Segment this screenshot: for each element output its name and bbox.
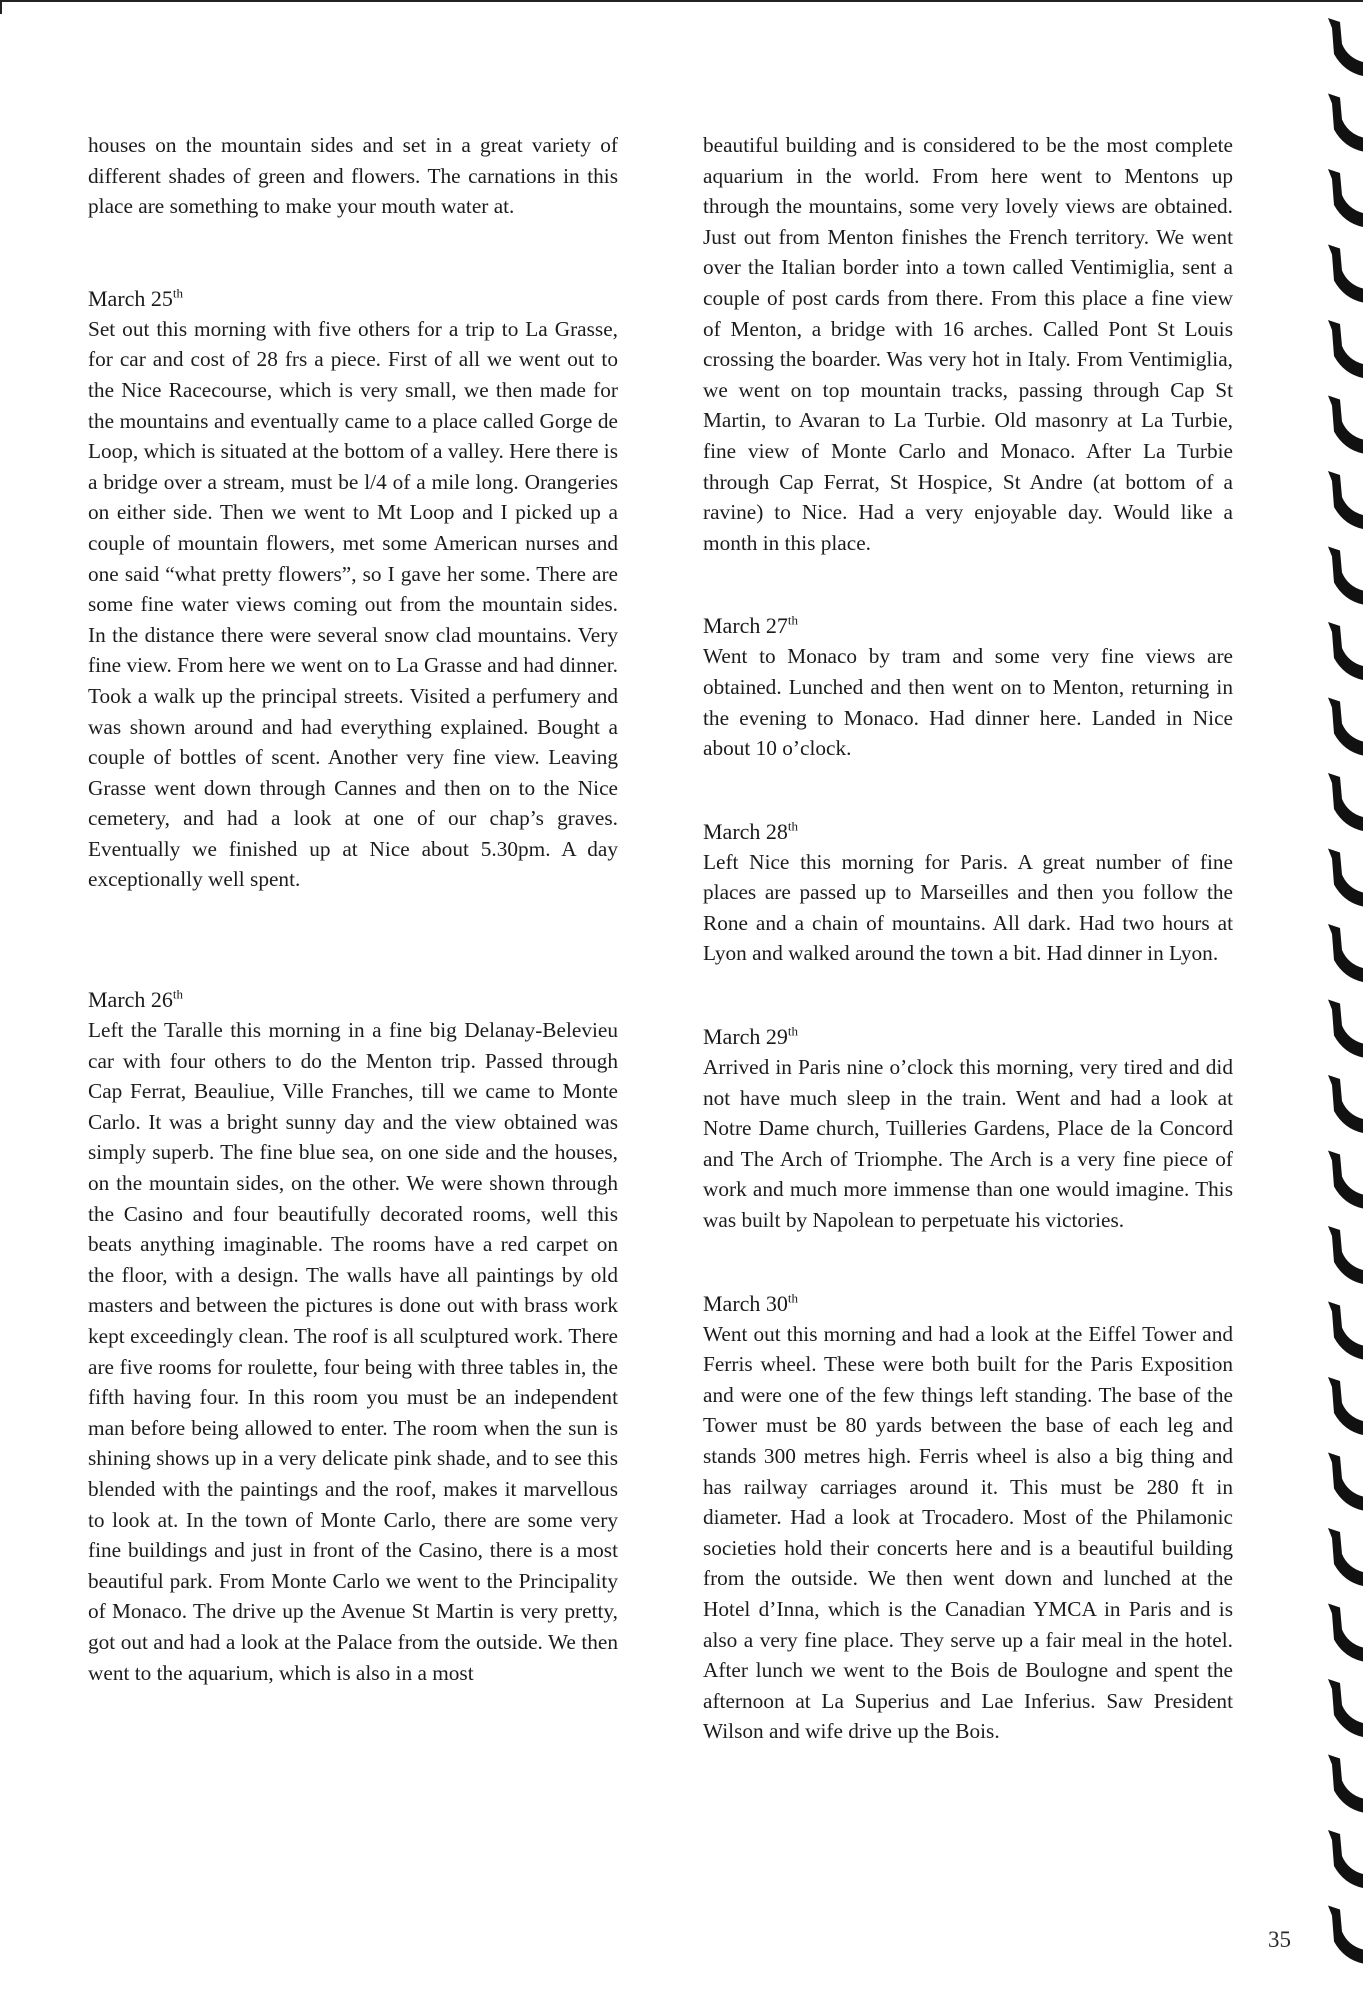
entry-continued-right bbox=[703, 130, 1233, 558]
binding-ring-mark bbox=[1328, 245, 1363, 303]
binding-ring-mark bbox=[1328, 1377, 1363, 1435]
entry-date: March 29 bbox=[703, 1024, 788, 1050]
date-suffix: th bbox=[172, 986, 184, 1002]
binding-ring-mark bbox=[1328, 924, 1363, 982]
entry-date: March 25 bbox=[88, 285, 173, 311]
right-column bbox=[703, 130, 1233, 1747]
binding-ring-mark bbox=[1328, 1000, 1363, 1058]
entry-march-29 bbox=[703, 1021, 1233, 1236]
binding-ring-mark bbox=[1328, 622, 1363, 680]
entry-body: houses on the mountain sides and set in a great variety of different shades of green and flowers. The carnations in this place are something to make your mouth water at. bbox=[88, 133, 618, 219]
binding-ring-mark bbox=[1328, 1453, 1363, 1511]
spiral-binding bbox=[1318, 0, 1363, 2000]
binding-ring-mark bbox=[1328, 1528, 1363, 1586]
binding-ring-mark bbox=[1328, 396, 1363, 454]
entry-date-heading bbox=[703, 1021, 1233, 1052]
entry-march-30 bbox=[703, 1288, 1233, 1747]
entry-march-28 bbox=[703, 816, 1233, 969]
binding-ring-mark bbox=[1328, 1151, 1363, 1209]
entry-date: March 30 bbox=[703, 1290, 788, 1316]
entry-body: Arrived in Paris nine o’clock this morning, very tired and did not have much sleep in the train. Went and had a look at Notre Dame church, Tuilleries Gardens, Place de la Concord and The Arch of Triomphe. The Arch is a very fine piece of work and much more immense than one would imagine. This was built by Napolean to perpetuate his victories. bbox=[703, 1055, 1233, 1233]
entry-march-25 bbox=[88, 283, 618, 895]
binding-holes-graphic bbox=[1318, 0, 1363, 2000]
page-top-edge bbox=[0, 0, 1363, 2]
entry-date: March 28 bbox=[703, 818, 788, 844]
binding-ring-mark bbox=[1328, 1679, 1363, 1737]
binding-ring-mark bbox=[1328, 698, 1363, 756]
entry-date-heading bbox=[88, 984, 618, 1015]
binding-ring-mark bbox=[1328, 1604, 1363, 1662]
entry-date: March 27 bbox=[703, 613, 788, 639]
page-corner-mark bbox=[0, 0, 2, 14]
entry-body: Set out this morning with five others for a trip to La Grasse, for car and cost of 28 frs a piece. First of all we went out to the Nice Racecourse, which is very small, we then made for the mountains and eventually came to a place called Gorge de Loop, which is situated at the bottom of a valley. Here there is a bridge over a stream, must be l/4 of a mile long. Orangeries on either side. Then we went to Mt Loop and I picked up a couple of mountain flowers, met some American nurses and one said “what pretty flowers”, so I gave her some. There are some fine water views coming out from the mountain sides. In the distance there were several snow clad mountains. Very fine view. From here we went on to La Grasse and had dinner. Took a walk up the principal streets. Visited a perfumery and was shown around and had everything explained. Bought a couple of bottles of scent. Another very fine view. Leaving Grasse went down through Cannes and then on to the Nice cemetery, and had a look at one of our chap’s graves. Eventually we finished up at Nice about 5.30pm. A day exceptionally well spent. bbox=[88, 316, 618, 892]
entry-date-heading bbox=[88, 283, 618, 314]
entry-body: beautiful building and is considered to be the most complete aquarium in the world. From here went to Mentons up through the mountains, some very lovely views are obtained. Just out from Menton finishes the French territory. We went over the Italian border into a town called Ventimiglia, sent a couple of post cards from there. From this place a fine view of Menton, a bridge with 16 arches. Called Pont St Louis crossing the boarder. Was very hot in Italy. From Ventimiglia, we went on top mountain tracks, passing through Cap St Martin, to Avaran to La Turbie. Old masonry at La Turbie, fine view of Monte Carlo and Monaco. After La Turbie through Cap Ferrat, St Hospice, St Andre (at bottom of a ravine) to Nice. Had a very enjoyable day. Would like a month in this place. bbox=[703, 133, 1233, 555]
date-suffix: th bbox=[787, 818, 799, 834]
binding-ring-mark bbox=[1328, 1906, 1363, 1964]
binding-ring-mark bbox=[1328, 320, 1363, 378]
binding-ring-mark bbox=[1328, 849, 1363, 907]
binding-ring-mark bbox=[1328, 471, 1363, 529]
binding-ring-mark bbox=[1328, 18, 1363, 76]
binding-ring-mark bbox=[1328, 773, 1363, 831]
binding-ring-mark bbox=[1328, 1226, 1363, 1284]
date-suffix: th bbox=[787, 1290, 799, 1306]
date-suffix: th bbox=[172, 285, 184, 301]
entry-body: Went out this morning and had a look at the Eiffel Tower and Ferris wheel. These were both built for the Paris Exposition and were one of the few things left standing. The base of the Tower must be 80 yards between the base of each leg and stands 300 metres high. Ferris wheel is also a big thing and has railway carriages around it. This must be 280 ft in diameter. Had a look at Trocadero. Most of the Philamonic societies hold their concerts here and is a beautiful building from the outside. We then went down and lunched at the Hotel d’Inna, which is the Canadian YMCA in Paris and is also a very fine place. They serve up a fair meal in the hotel. After lunch we went to the Bois de Boulogne and spent the afternoon at La Superius and Lae Inferius. Saw President Wilson and wife drive up the Bois. bbox=[703, 1321, 1233, 1744]
entry-body: Went to Monaco by tram and some very fine views are obtained. Lunched and then went on to Menton, returning in the evening to Monaco. Had dinner here. Landed in Nice about 10 o’clock. bbox=[703, 644, 1233, 761]
page-number: 35 bbox=[1268, 1927, 1291, 1952]
entry-date-heading bbox=[703, 610, 1233, 641]
binding-ring-mark bbox=[1328, 1075, 1363, 1133]
binding-ring-mark bbox=[1328, 1302, 1363, 1360]
entry-continued-left bbox=[88, 130, 618, 222]
entry-date-heading bbox=[703, 1288, 1233, 1319]
binding-ring-mark bbox=[1328, 94, 1363, 152]
entry-march-26 bbox=[88, 984, 618, 1688]
date-suffix: th bbox=[787, 1023, 799, 1039]
entry-date-heading bbox=[703, 816, 1233, 847]
entry-body: Left the Taralle this morning in a fine big Delanay-Belevieu car with four others to do the Menton trip. Passed through Cap Ferrat, Beauliue, Ville Franches, till we came to Monte Carlo. It was a bright sunny day and the view obtained was simply superb. The fine blue sea, on one side and the houses, on the mountain sides, on the other. We were shown through the Casino and four beautifully decorated rooms, well this beats anything imaginable. The rooms have a red carpet on the floor, with a design. The walls have all paintings by old masters and between the pictures is done out with brass work kept exceedingly clean. The roof is all sculptured work. There are five rooms for roulette, four being with three tables in, the fifth having four. In this room you must be an independent man before being allowed to enter. The room when the sun is shining shows up in a very delicate pink shade, and to see this blended with the paintings and the roof, makes it marvellous to look at. In the town of Monte Carlo, there are some very fine buildings and just in front of the Casino, there is a most beautiful park. From Monte Carlo we went to the Principality of Monaco. The drive up the Avenue St Martin is very pretty, got out and had a look at the Palace from the outside. We then went to the aquarium, which is also in a most bbox=[88, 1018, 618, 1685]
binding-ring-mark bbox=[1328, 1755, 1363, 1813]
binding-ring-mark bbox=[1328, 547, 1363, 605]
binding-ring-mark bbox=[1328, 169, 1363, 227]
entry-date: March 26 bbox=[88, 987, 173, 1013]
binding-ring-mark bbox=[1328, 1830, 1363, 1888]
date-suffix: th bbox=[787, 612, 799, 628]
entry-body: Left Nice this morning for Paris. A great number of fine places are passed up to Marseilles and then you follow the Rone and a chain of mountains. All dark. Had two hours at Lyon and walked around the town a bit. Had dinner in Lyon. bbox=[703, 849, 1233, 966]
left-column bbox=[88, 130, 618, 1688]
entry-march-27 bbox=[703, 610, 1233, 763]
